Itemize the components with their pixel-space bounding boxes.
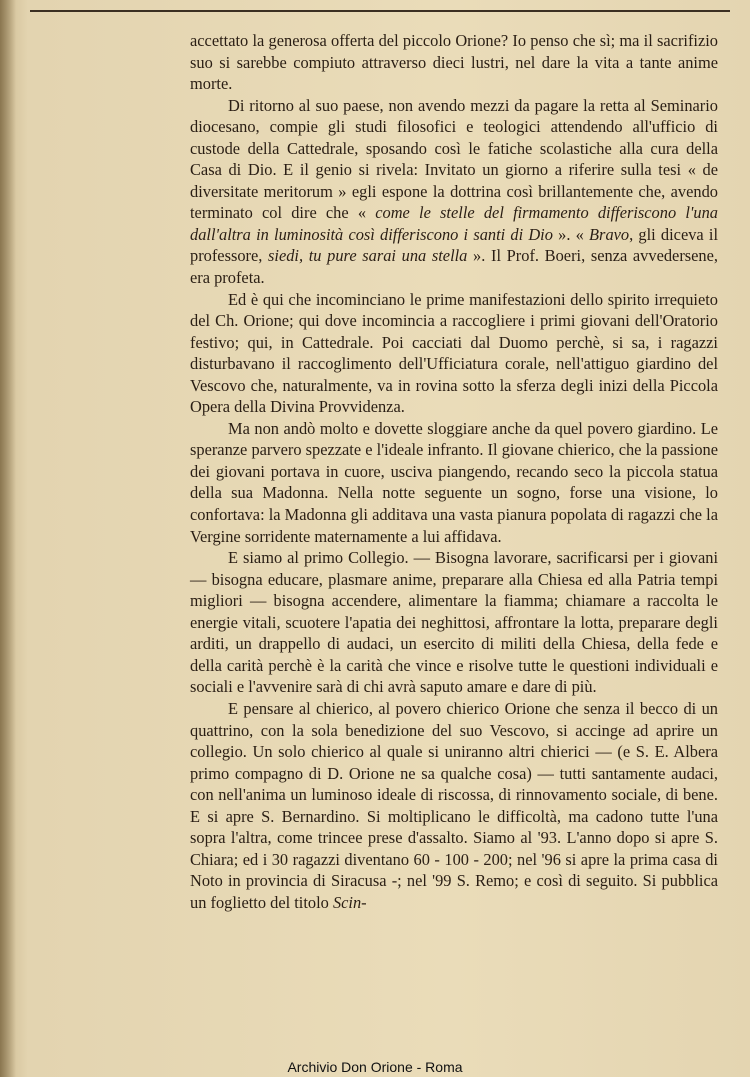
paragraph <box>190 95 718 289</box>
text-run: , gli diceva il professore, <box>190 224 718 266</box>
header-rule <box>30 10 730 12</box>
paragraph <box>190 289 718 418</box>
text-run: Ed è qui che incominciano le prime manifestazioni dello spirito irrequieto del Ch. Orione; qui dove incomincia a raccogliere i primi giovani dell'Oratorio festivo; qui, in Cattedrale. Poi cacciati dal Duomo perchè, si sa, i ragazzi disturbavano il raccoglimento dell'Ufficiatura corale, nell'attiguo giardino del Vescovo che, naturalmente, va in rovina sotto la sferza degli inizi della Piccola Opera della Divina Provvidenza. <box>190 289 718 417</box>
text-run: accettato la generosa offerta del piccolo Orione? Io penso che sì; ma il sacrifizio suo si sarebbe compiuto attraverso dieci lustri, nel dare la vita a tante anime morte. <box>190 31 718 94</box>
binding-shadow <box>0 0 16 1077</box>
text-run: E pensare al chierico, al povero chierico Orione che senza il becco di un quattrino, con la sola benedizione del suo Vescovo, si accinge ad aprire un collegio. Un solo chierico al quale si uniranno altri chierici — (e S. E. Albera primo compagno di D. Orione ne sa qualche cosa) — tutti santamente audaci, con nell'anima un luminoso ideale di riscossa, di rinnovamento sociale, di bene. E si apre S. Bernardino. Si moltiplicano le difficoltà, ma cadono tutte l'una sopra l'altra, come trincee prese d'assalto. Siamo al '93. L'anno dopo si apre S. Chiara; ed i 30 ragazzi diventano 60 - 100 - 200; nel '96 si apre la prima casa di Noto in provincia di Siracusa -; nel '99 S. Remo; e così di seguito. Si pubblica un foglietto del titolo <box>190 698 718 912</box>
paragraph <box>190 418 718 547</box>
text-run: ». « <box>552 224 590 244</box>
text-run: ». Il Prof. Boeri, senza avvedersene, era profeta. <box>190 246 718 288</box>
text-run: Di ritorno al suo paese, non avendo mezzi da pagare la retta al Seminario diocesano, compie gli studi filosofici e teologici attendendo all'ufficio di custode della Cattedrale, sposando così le fatiche scolastiche alla cura della Casa di Dio. E il genio si rivela: Invitato un giorno a riferire sulla tesi « de diversitate meritorum » egli espone la dottrina così brillantemente che, avendo terminato col dire che « <box>190 95 718 223</box>
paragraph <box>190 547 718 698</box>
italic-quote: come le stelle del firmamento differiscono l'una dall'altra in luminosità così differiscono i santi di Dio <box>190 203 718 244</box>
italic-quote: Bravo <box>589 224 630 244</box>
text-run: Ma non andò molto e dovette sloggiare anche da quel povero giardino. Le speranze parvero spezzate e l'ideale infranto. Il giovane chierico, che la passione dei giovani portava in cuore, usciva piangendo, recando seco la piccola statua della sua Madonna. Nella notte seguente un sogno, forse una visione, lo confortava: la Madonna gli additava una vasta pianura popolata di ragazzi che la Vergine sorridente maternamente a lui affidava. <box>190 418 718 546</box>
italic-quote: Scin- <box>332 892 367 912</box>
paragraph <box>190 30 718 95</box>
italic-quote: siedi, tu pure sarai una stella <box>268 246 468 266</box>
paragraph <box>190 698 718 913</box>
text-run: E siamo al primo Collegio. — Bisogna lavorare, sacrificarsi per i giovani — bisogna educare, plasmare anime, preparare alla Chiesa ed alla Patria tempi migliori — bisogna accendere, alimentare la fiamma; chiamare a raccolta le energie vitali, scuotere l'apatia dei neghittosi, affrontare la lotta, preparare degli arditi, un drappello di audaci, un esercito di militi della Chiesa, della fede e della carità perchè è la carità che vince e risolve tutte le questioni individuali e sociali e l'avvenire sarà di chi avrà saputo amare e dare di più. <box>190 548 718 697</box>
archive-footer: Archivio Don Orione - Roma <box>287 1059 463 1075</box>
body-text <box>190 30 718 913</box>
